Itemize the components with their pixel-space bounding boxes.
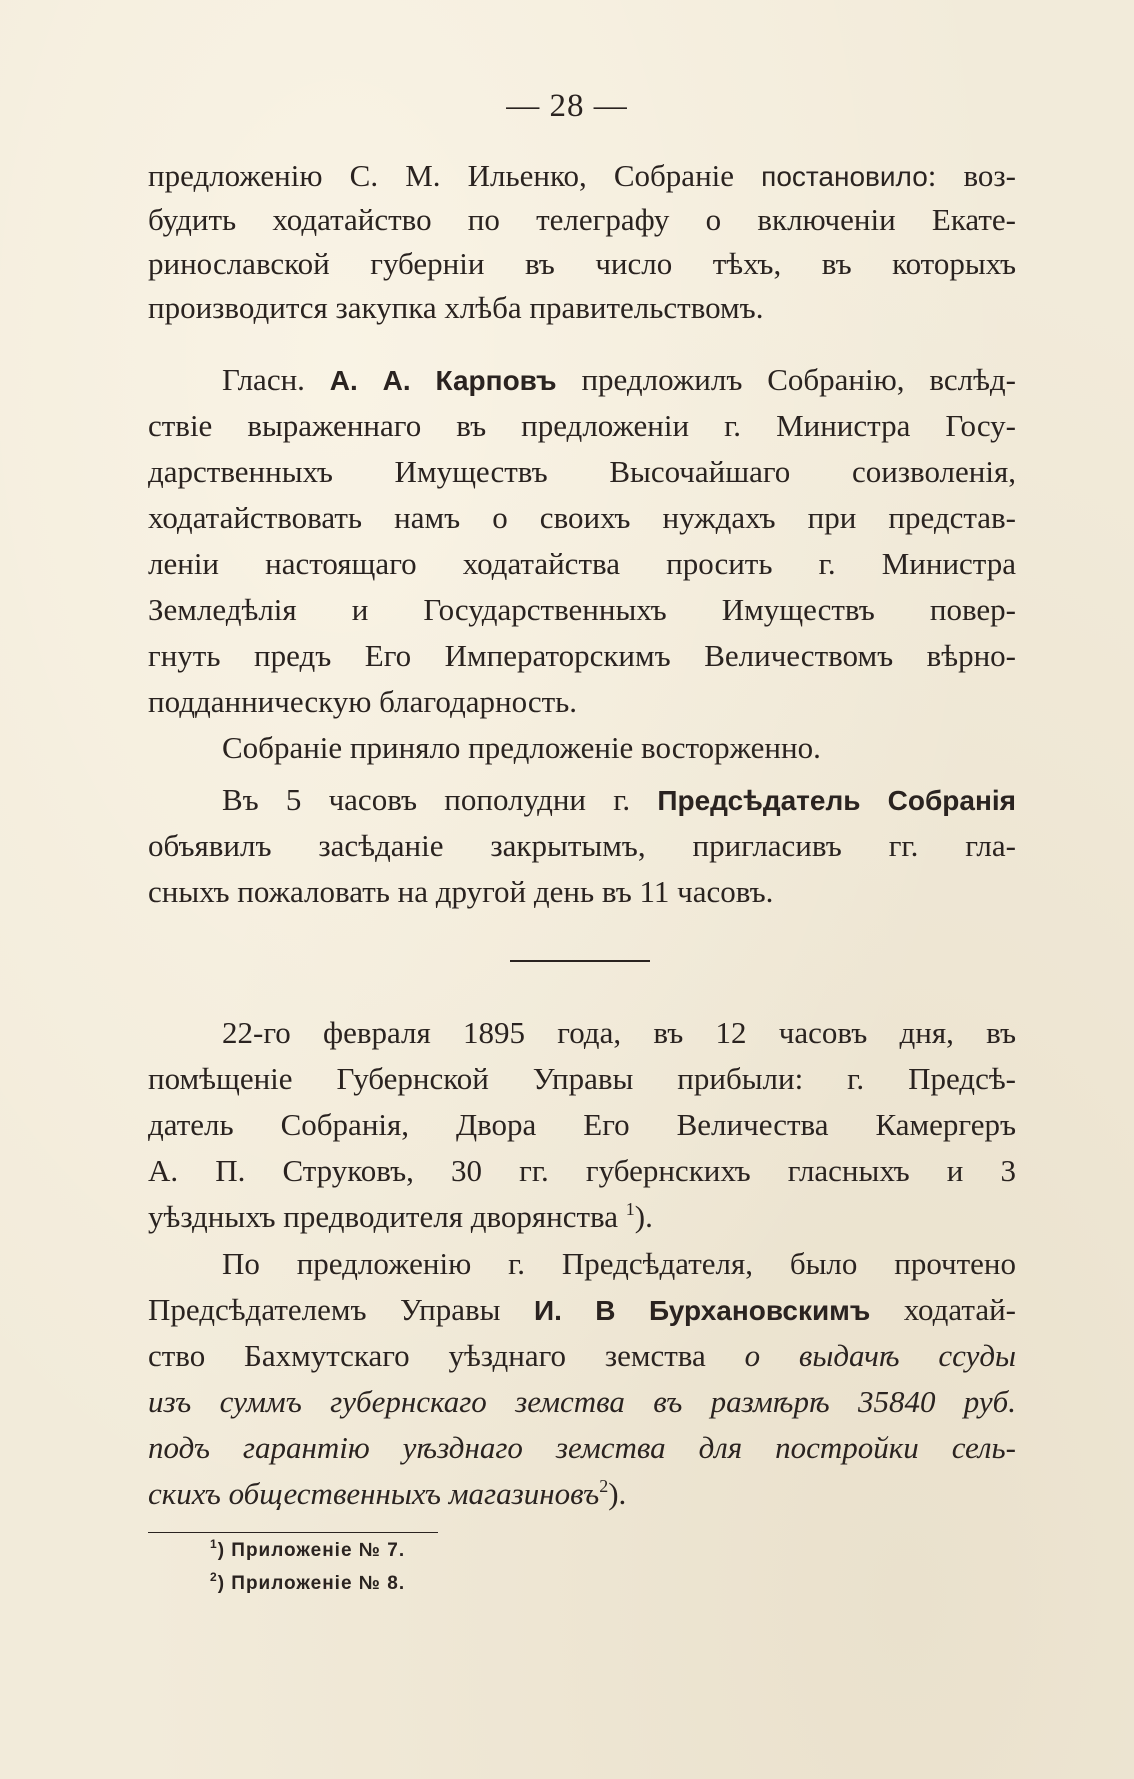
text-line: Собраніе приняло предложеніе восторженно. (222, 730, 821, 765)
text-span: ). (634, 1199, 653, 1234)
text-line-italic: изъ суммъ губернскаго земства въ размѣрѣ 35840 руб. (148, 1384, 1016, 1419)
text-line: По предложенію г. Предсѣдателя, было прочтено (222, 1246, 1016, 1281)
text-line (148, 1197, 1016, 1237)
text-line (148, 780, 1016, 821)
text-line (148, 1474, 1016, 1514)
footnote-2 (210, 1570, 406, 1595)
text-line: объявилъ засѣданіе закрытымъ, пригласивъ гг. гла- (148, 828, 1016, 863)
text-line (148, 156, 1016, 197)
footnote-mark: 1 (210, 1537, 218, 1551)
text-span-emphasis: постановило (761, 161, 928, 192)
text-line: ринославской губерніи въ число тѣхъ, въ которыхъ (148, 246, 1016, 281)
text-span: ). (608, 1476, 627, 1511)
footnote-ref: 1 (625, 1199, 635, 1219)
title-emphasis: Предсѣдатель Собранія (657, 785, 1017, 816)
text-line: сныхъ пожаловать на другой день въ 11 часовъ. (148, 874, 774, 909)
page-number: — 28 — (506, 88, 628, 124)
text-span: Гласн. (222, 362, 330, 397)
text-span: предложенію С. М. Ильенко, Собраніе (148, 158, 762, 193)
text-line: ствіе выраженнаго въ предложеніи г. Министра Госу- (148, 408, 1016, 443)
text-line: будить ходатайство по телеграфу о включеніи Екате- (148, 202, 1016, 237)
text-line: Земледѣлія и Государственныхъ Имуществъ повер- (148, 592, 1016, 627)
text-line-italic: подъ гарантію уѣзднаго земства для постройки сель- (148, 1430, 1016, 1465)
italic-span: скихъ общественныхъ магазиновъ (148, 1476, 600, 1511)
text-span: ство Бахмутскаго уѣзднаго земства (148, 1338, 745, 1373)
text-line: 22-го февраля 1895 года, въ 12 часовъ дня, въ (222, 1015, 1016, 1050)
text-line (148, 1336, 1016, 1376)
footnote-text: ) Приложеніе № 8. (217, 1573, 406, 1594)
text-line: гнуть предъ Его Императорскимъ Величествомъ вѣрно- (148, 638, 1016, 673)
text-span: предложилъ Собранію, вслѣд- (556, 362, 1016, 397)
person-name: И. В Бурхановскимъ (533, 1295, 871, 1326)
italic-span: о выдачѣ ссуды (744, 1338, 1017, 1373)
footnote-1 (210, 1537, 406, 1562)
text-line (148, 1290, 1016, 1331)
text-line: датель Собранія, Двора Его Величества Камергеръ (148, 1107, 1016, 1142)
text-line: дарственныхъ Имуществъ Высочайшаго соизволенія, (148, 454, 1016, 489)
text-span: Въ 5 часовъ пополудни г. (222, 782, 658, 817)
person-name: А. А. Карповъ (329, 365, 557, 396)
text-span: : воз- (927, 158, 1016, 193)
footnote-divider (148, 1532, 438, 1533)
section-divider (510, 960, 650, 962)
footnote-ref: 2 (599, 1476, 609, 1496)
text-span: ходатай- (870, 1292, 1016, 1327)
text-line: леніи настоящаго ходатайства просить г. Министра (148, 546, 1016, 581)
footnote-mark: 2 (210, 1570, 218, 1584)
text-span: Предсѣдателемъ Управы (148, 1292, 534, 1327)
text-line (148, 360, 1016, 401)
text-line: А. П. Струковъ, 30 гг. губернскихъ гласныхъ и 3 (148, 1153, 1016, 1188)
text-span: уѣздныхъ предводителя дворянства (148, 1199, 626, 1234)
text-line: производится закупка хлѣба правительствомъ. (148, 290, 764, 325)
footnote-text: ) Приложеніе № 7. (217, 1540, 406, 1561)
text-line: ходатайствовать намъ о своихъ нуждахъ при представ- (148, 500, 1016, 535)
text-line: помѣщеніе Губернской Управы прибыли: г. Предсѣ- (148, 1061, 1016, 1096)
text-line: подданническую благодарность. (148, 684, 578, 719)
